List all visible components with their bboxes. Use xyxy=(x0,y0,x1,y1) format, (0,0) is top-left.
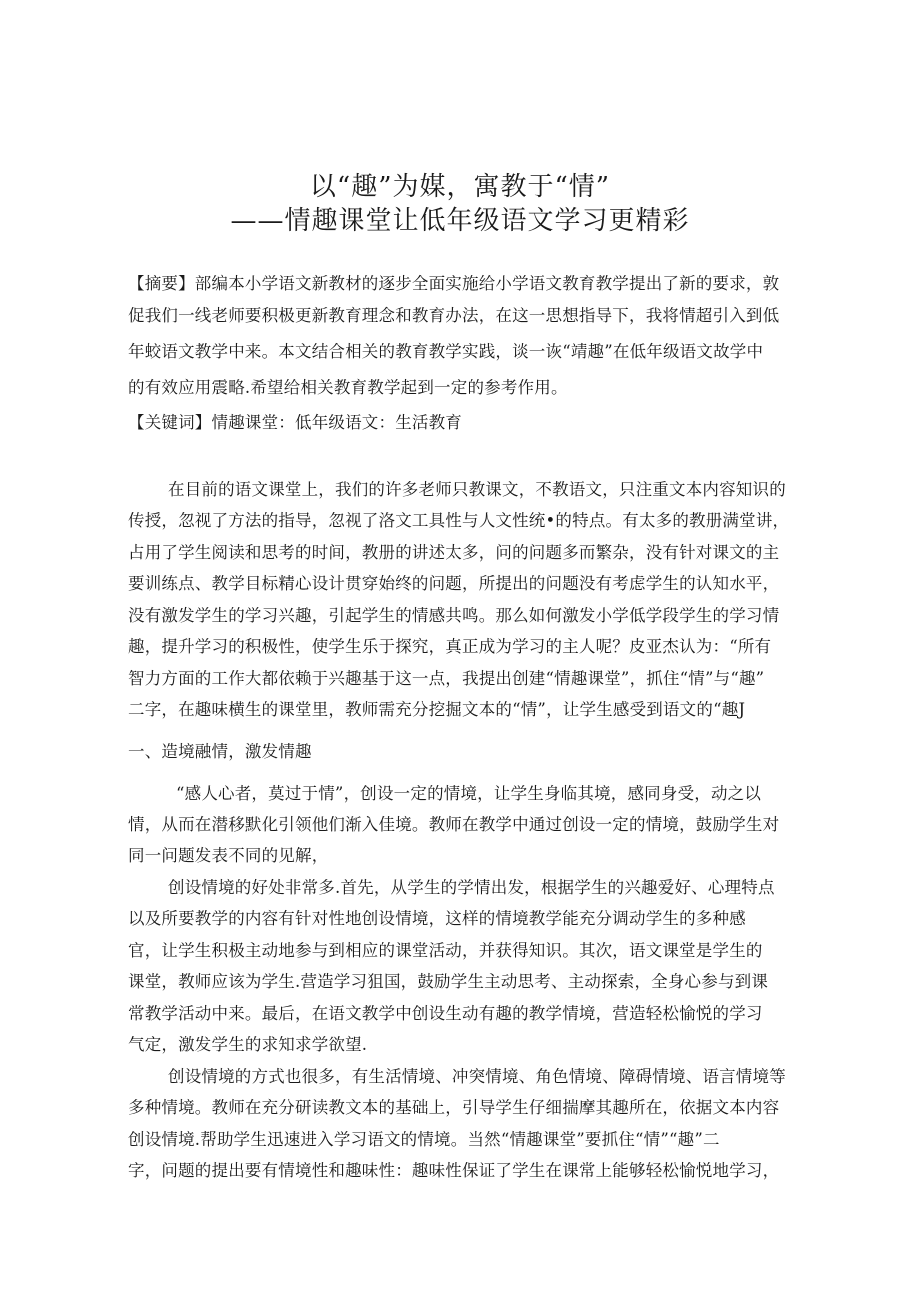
paragraph-line: 创设情境的好处非常多.首先，从学生的学情出发，根据学生的兴趣爱好、心理特点 xyxy=(168,878,775,897)
section-heading: 一、造境融情，激发情趣 xyxy=(128,742,312,761)
paragraph-line: 二字，在趣味横生的课堂里，教师需充分挖掘文本的“情”，让学生感受到语文的“趣J xyxy=(128,700,746,719)
paragraph-line: 同一问题发表不同的见解， xyxy=(128,846,329,865)
paragraph-line: 官，让学生积极主动地参与到相应的课堂活动，并获得知识。其次，语文课堂是学生的 xyxy=(128,941,763,960)
paragraph-line: 传授，忽视了方法的指导，忽视了洛文工具性与人文性统•的特点。有太多的教册满堂讲， xyxy=(128,511,790,530)
abstract-line: 促我们一线老师要积极更新教育理念和教育办法，在这一思想指导下，我将情超引入到低 xyxy=(128,306,780,325)
paragraph-line: 课堂，教师应该为学生.营造学习狙国，鼓励学生主动思考、主动探索，全身心参与到课 xyxy=(128,972,769,991)
paragraph-line: 没有激发学生的学习兴趣，引起学生的情感共鸣。那么如何激发小学低学段学生的学习情 xyxy=(128,606,780,625)
paragraph-line: 在目前的语文课堂上，我们的许多老师只教课文，不教语文，只注重文本内容知识的 xyxy=(168,480,786,499)
paragraph-line: 创设情境.帮助学生迅速进入学习语文的情境。当然“情趣课堂”要抓住“情”“趣”二 xyxy=(128,1130,720,1149)
paragraph-line: 常教学活动中来。最后，在语文教学中创设生动有趣的教学情境，营造轻松愉悦的学习 xyxy=(128,1004,763,1023)
keywords-line: 【关键词】情趣课堂：低年级语文：生活教育 xyxy=(128,413,462,432)
paragraph-line: 要训练点、教学目标精心设计贯穿始终的问题，所提出的问题没有考虑学生的认知水平， xyxy=(128,574,780,593)
paragraph-line: 趣，提升学习的积极性，使学生乐于探究，真正成为学习的主人呢？皮亚杰认为：“所有 xyxy=(128,637,772,656)
paragraph-line: 智力方面的工作大都依赖于兴趣基于这一点，我提出创建“情趣课堂”，抓住“情”与“趣” xyxy=(128,669,765,688)
paragraph-line: 气定，激发学生的求知求学欲望. xyxy=(128,1035,368,1054)
paragraph-line: 字，问题的提出要有情境性和趣味性：趣味性保证了学生在课常上能够轻松愉悦地学习， xyxy=(128,1161,780,1180)
abstract-line: 的有效应用震略.希望给相关教育教学起到一定的参考作用。 xyxy=(128,378,568,397)
abstract-line: 年蛟语文教学中来。本文结合相关的教育教学实践，谈一诙“靖趣”在低年级语文故学中 xyxy=(128,342,764,361)
abstract-line: 【摘要】部编本小学语文新教材的逐步全面实施给小学语文教育教学提出了新的要求，敦 xyxy=(128,274,780,293)
paragraph-line: 创设情境的方式也很多，有生活情境、冲突情境、角色情境、障碍情境、语言情境等 xyxy=(168,1067,786,1086)
paragraph-line: 以及所要教学的内容有针对性地创设情境，这样的情境教学能充分调动学生的多种感 xyxy=(128,909,746,928)
paragraph-line: 多种情境。教师在充分研读教文本的基础上，引导学生仔细揣摩其趣所在，依据文本内容 xyxy=(128,1098,780,1117)
document-subtitle: ——情趣课堂让低年级语文学习更精彩 xyxy=(230,206,690,236)
paragraph-line: “感人心者，莫过于情”，创设一定的情境，让学生身临其境，感同身受，动之以 xyxy=(176,784,762,803)
document-title: 以“趣”为媒，寓教于“情” xyxy=(309,172,611,202)
paragraph-line: 占用了学生阅读和思考的时间，教册的讲述太多，问的问题多而繁杂，没有针对课文的主 xyxy=(128,543,780,562)
paragraph-line: 情，从而在潜移默化引领他们渐入佳境。教师在教学中通过创设一定的情境，鼓励学生对 xyxy=(128,815,780,834)
